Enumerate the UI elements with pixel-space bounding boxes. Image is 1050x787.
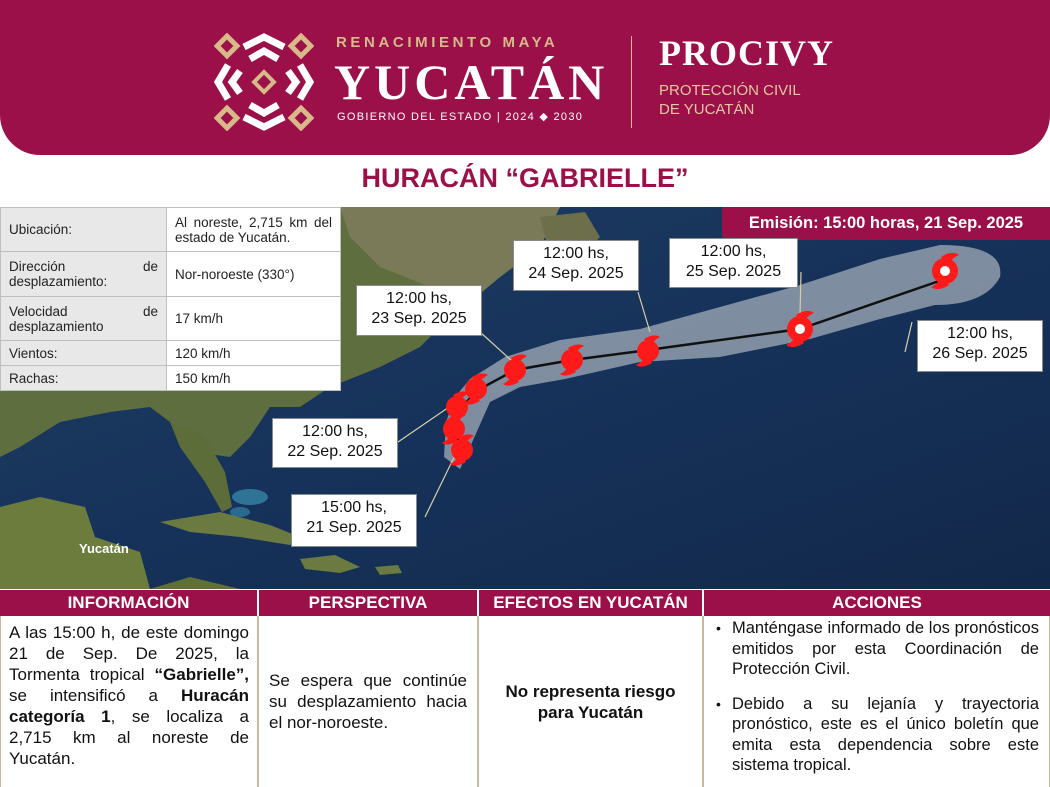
government-line: GOBIERNO DEL ESTADO | 2024 ◆ 2030 bbox=[337, 111, 584, 123]
info-label: Ubicación: bbox=[1, 208, 167, 252]
effects-line-2: para Yucatán bbox=[537, 702, 644, 722]
info-value: Nor-noroeste (330°) bbox=[167, 252, 341, 297]
forecast-label bbox=[356, 285, 482, 336]
info-text: , se localiza a 2,715 km al noreste de Yucatán. bbox=[9, 707, 249, 768]
action-item: • Manténgase informado de los pronósticos emitidos por esta Coordinación de Protección Civil. bbox=[714, 618, 1039, 680]
forecast-time: 12:00 hs, bbox=[947, 325, 1013, 342]
info-value: 17 km/h bbox=[167, 297, 341, 341]
forecast-time: 12:00 hs, bbox=[302, 423, 368, 440]
state-name: YUCATÁN bbox=[334, 54, 609, 110]
yucatan-logo-icon bbox=[214, 33, 314, 131]
storm-name: “Gabrielle”, bbox=[154, 665, 249, 684]
forecast-date: 23 Sep. 2025 bbox=[371, 310, 467, 327]
forecast-label bbox=[291, 494, 417, 547]
agency-name: PROCIVY bbox=[659, 33, 834, 73]
perspectiva-cell bbox=[258, 616, 478, 787]
info-text: se intensificó a bbox=[9, 686, 181, 705]
info-label: Velocidad de desplazamiento bbox=[1, 297, 167, 341]
effects-line-1: No representa riesgo bbox=[505, 681, 676, 701]
perspective-text: Se espera que continúe su desplazamiento hacia el nor-noroeste. bbox=[269, 671, 467, 732]
action-item: • Debido a su lejanía y trayectoria pronóstico, este es el único boletín que emita esta dependencia sobre este sistema tropical. bbox=[714, 694, 1039, 776]
forecast-date: 24 Sep. 2025 bbox=[528, 265, 624, 282]
page-title: HURACÁN “GABRIELLE” bbox=[361, 163, 689, 193]
emission-banner: Emisión: 15:00 horas, 21 Sep. 2025 bbox=[722, 207, 1050, 240]
storm-info-table bbox=[0, 207, 341, 391]
forecast-time: 12:00 hs, bbox=[386, 290, 452, 307]
forecast-label bbox=[513, 240, 639, 291]
forecast-time: 15:00 hs, bbox=[321, 499, 387, 516]
forecast-date: 25 Sep. 2025 bbox=[685, 263, 782, 280]
storm-category: Huracán categoría 1 bbox=[9, 686, 249, 726]
forecast-time: 12:00 hs, bbox=[543, 245, 609, 262]
header-banner bbox=[0, 0, 1050, 155]
forecast-time: 12:00 hs, bbox=[700, 243, 767, 260]
header-informacion: INFORMACIÓN bbox=[0, 590, 257, 616]
info-text: A las 15:00 h, de este domingo 21 de Sep. De 2025, la Tormenta tropical bbox=[9, 623, 249, 684]
info-label: Rachas: bbox=[1, 366, 167, 391]
info-value: Al noreste, 2,715 km del estado de Yucatán. bbox=[167, 208, 341, 252]
efectos-cell bbox=[478, 616, 703, 787]
forecast-label bbox=[669, 238, 798, 288]
agency-line-1: PROTECCIÓN CIVIL bbox=[659, 82, 801, 99]
info-label: Vientos: bbox=[1, 341, 167, 366]
tagline: RENACIMIENTO MAYA bbox=[336, 34, 559, 51]
forecast-date: 26 Sep. 2025 bbox=[932, 345, 1028, 362]
info-value: 120 km/h bbox=[167, 341, 341, 366]
header-perspectiva: PERSPECTIVA bbox=[259, 590, 477, 616]
info-value: 150 km/h bbox=[167, 366, 341, 391]
forecast-label bbox=[272, 418, 398, 468]
header-acciones: ACCIONES bbox=[704, 590, 1050, 616]
yucatan-map-label: Yucatán bbox=[79, 541, 129, 556]
acciones-cell bbox=[703, 616, 1050, 787]
forecast-date: 22 Sep. 2025 bbox=[287, 443, 383, 460]
header-efectos: EFECTOS EN YUCATÁN bbox=[479, 590, 702, 616]
header-divider bbox=[631, 36, 632, 128]
agency-line-2: DE YUCATÁN bbox=[659, 101, 755, 118]
forecast-date: 21 Sep. 2025 bbox=[306, 519, 402, 536]
info-label: Dirección de desplazamiento: bbox=[1, 252, 167, 297]
informacion-cell bbox=[0, 616, 258, 787]
forecast-label bbox=[917, 320, 1043, 372]
